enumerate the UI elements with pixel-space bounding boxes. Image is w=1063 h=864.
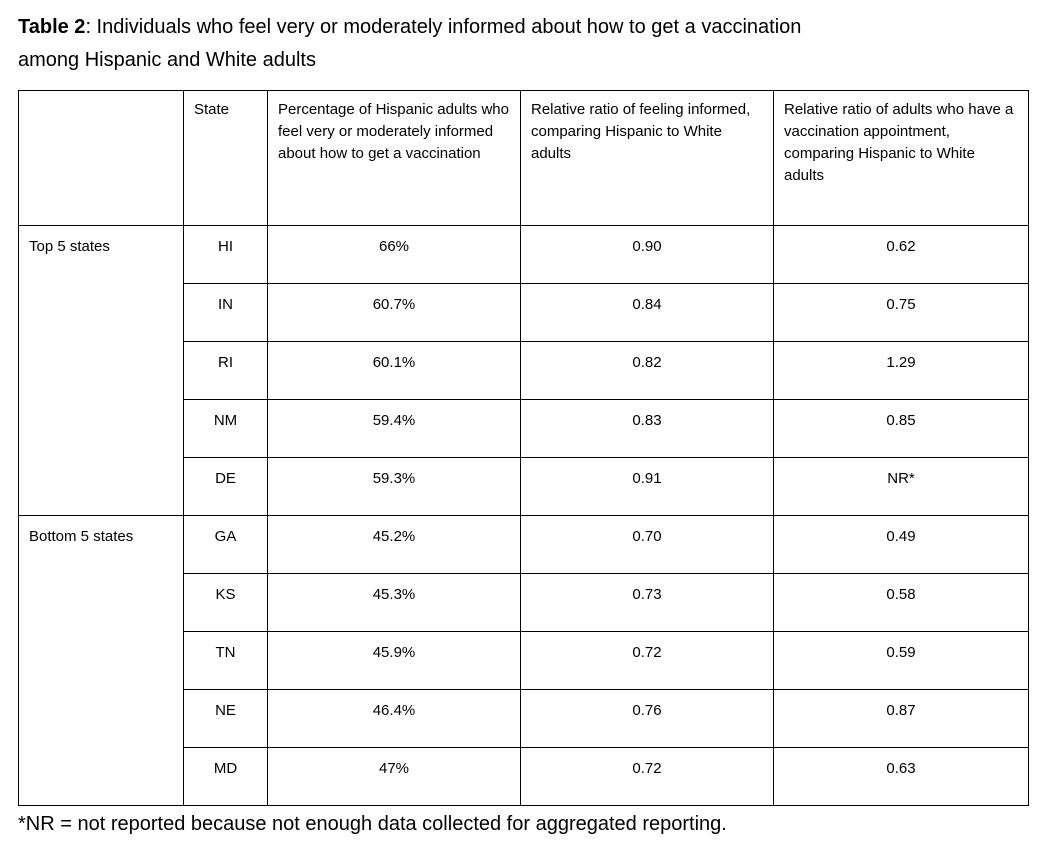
ratio-informed-cell: 0.90 [521,226,774,284]
ratio-informed-cell: 0.84 [521,284,774,342]
state-cell: TN [184,632,268,690]
table-title [18,11,1046,77]
state-cell: RI [184,342,268,400]
percentage-cell: 60.7% [268,284,521,342]
informed-vaccination-table [18,90,1029,806]
ratio-appointment-cell: 1.29 [774,342,1029,400]
column-header-ratio-appointment: Relative ratio of adults who have a vaccination appointment, comparing Hispanic to White adults [774,91,1029,226]
table-row [19,226,1029,284]
column-header-empty [19,91,184,226]
state-cell: HI [184,226,268,284]
ratio-informed-cell: 0.73 [521,574,774,632]
ratio-appointment-cell: 0.49 [774,516,1029,574]
ratio-appointment-cell: 0.85 [774,400,1029,458]
ratio-appointment-cell: 0.62 [774,226,1029,284]
table-footnote: *NR = not reported because not enough data collected for aggregated reporting. [18,813,727,835]
table-title-label: Table 2 [18,16,86,38]
ratio-informed-cell: 0.72 [521,748,774,806]
percentage-cell: 59.4% [268,400,521,458]
state-cell: DE [184,458,268,516]
state-cell: NE [184,690,268,748]
state-cell: NM [184,400,268,458]
state-cell: GA [184,516,268,574]
percentage-cell: 45.3% [268,574,521,632]
table-title-line2: among Hispanic and White adults [18,49,316,71]
column-header-state: State [184,91,268,226]
column-header-ratio-informed: Relative ratio of feeling informed, comparing Hispanic to White adults [521,91,774,226]
table-title-text: : Individuals who feel very or moderately informed about how to get a vaccination [85,16,802,38]
percentage-cell: 45.2% [268,516,521,574]
ratio-appointment-cell: 0.59 [774,632,1029,690]
ratio-informed-cell: 0.83 [521,400,774,458]
ratio-informed-cell: 0.72 [521,632,774,690]
column-header-percentage-informed: Percentage of Hispanic adults who feel very or moderately informed about how to get a vaccination [268,91,521,226]
state-cell: IN [184,284,268,342]
percentage-cell: 59.3% [268,458,521,516]
percentage-cell: 60.1% [268,342,521,400]
percentage-cell: 45.9% [268,632,521,690]
ratio-appointment-cell: 0.75 [774,284,1029,342]
state-cell: KS [184,574,268,632]
percentage-cell: 46.4% [268,690,521,748]
table-header-row [19,91,1029,226]
ratio-informed-cell: 0.76 [521,690,774,748]
group-label-bottom5: Bottom 5 states [19,516,184,806]
ratio-appointment-cell: 0.58 [774,574,1029,632]
ratio-appointment-cell: 0.63 [774,748,1029,806]
ratio-informed-cell: 0.82 [521,342,774,400]
ratio-appointment-cell: NR* [774,458,1029,516]
ratio-appointment-cell: 0.87 [774,690,1029,748]
group-label-top5: Top 5 states [19,226,184,516]
percentage-cell: 47% [268,748,521,806]
ratio-informed-cell: 0.91 [521,458,774,516]
ratio-informed-cell: 0.70 [521,516,774,574]
state-cell: MD [184,748,268,806]
table-row [19,516,1029,574]
percentage-cell: 66% [268,226,521,284]
